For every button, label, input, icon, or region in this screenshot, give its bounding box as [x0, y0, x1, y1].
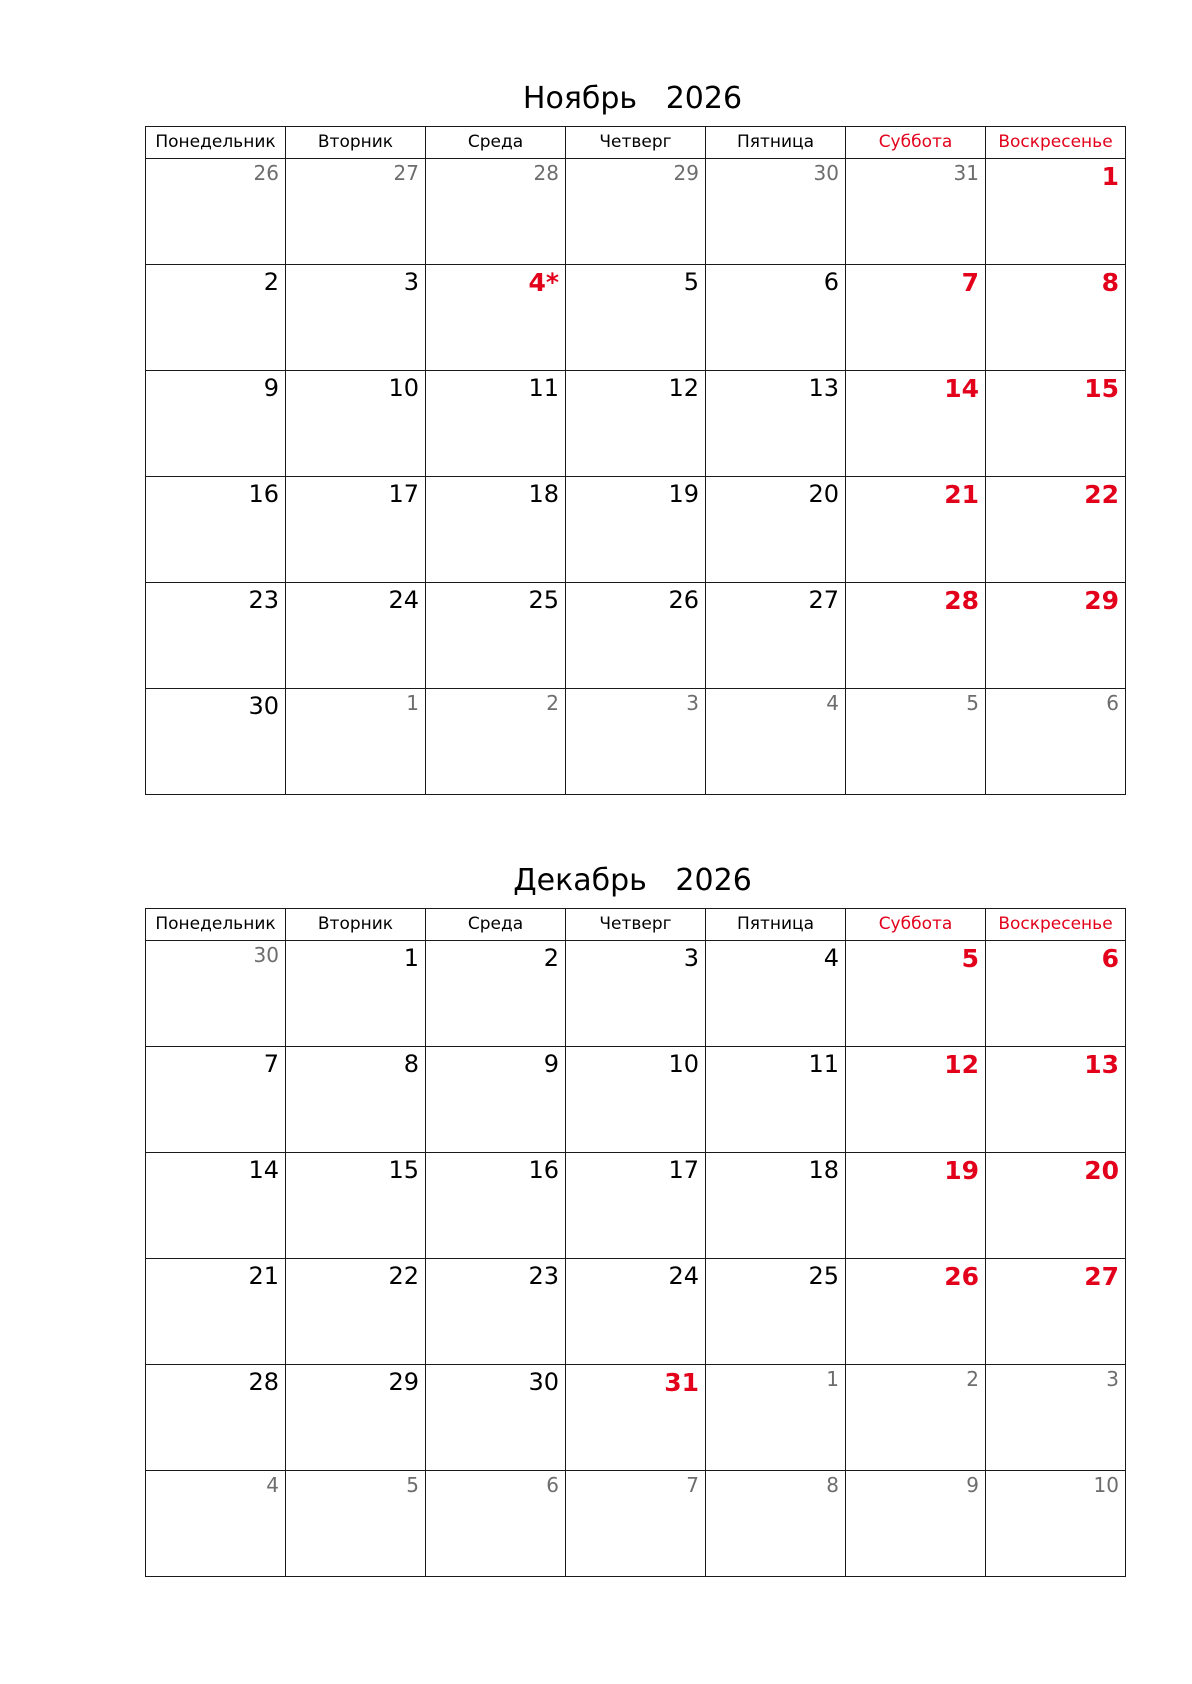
week-row — [146, 265, 1126, 371]
adjacent-month-day-number: 2 — [546, 691, 559, 715]
holiday-day-number: 14 — [944, 374, 979, 403]
day-number: 19 — [668, 480, 699, 508]
day-cell — [986, 941, 1126, 1047]
day-number: 22 — [388, 1262, 419, 1290]
day-cell — [846, 265, 986, 371]
day-cell — [286, 689, 426, 795]
day-number: 20 — [808, 480, 839, 508]
adjacent-month-day-number: 6 — [1106, 691, 1119, 715]
adjacent-month-day-number: 4 — [266, 1473, 279, 1497]
day-number: 17 — [388, 480, 419, 508]
weekday-header-row — [146, 127, 1126, 159]
day-cell — [146, 1259, 286, 1365]
day-number: 28 — [248, 1368, 279, 1396]
day-number: 9 — [543, 1050, 559, 1078]
day-cell — [566, 159, 706, 265]
day-cell — [566, 583, 706, 689]
day-cell — [286, 941, 426, 1047]
day-cell — [426, 1047, 566, 1153]
week-row — [146, 941, 1126, 1047]
holiday-day-number: 4* — [528, 268, 559, 297]
day-cell — [286, 1471, 426, 1577]
day-cell — [706, 371, 846, 477]
day-cell — [426, 583, 566, 689]
day-cell — [286, 1153, 426, 1259]
day-number: 30 — [248, 692, 279, 720]
holiday-day-number: 21 — [944, 480, 979, 509]
day-number: 5 — [683, 268, 699, 296]
day-cell — [566, 941, 706, 1047]
adjacent-month-day-number: 3 — [1106, 1367, 1119, 1391]
weekday-monday: Понедельник — [146, 127, 286, 159]
day-number: 3 — [403, 268, 419, 296]
holiday-day-number: 27 — [1084, 1262, 1119, 1291]
day-number: 4 — [823, 944, 839, 972]
day-cell — [426, 1365, 566, 1471]
day-cell — [706, 265, 846, 371]
day-number: 6 — [823, 268, 839, 296]
day-cell — [426, 1259, 566, 1365]
day-cell — [566, 1471, 706, 1577]
day-number: 2 — [543, 944, 559, 972]
weekday-tuesday: Вторник — [286, 909, 426, 941]
holiday-day-number: 15 — [1084, 374, 1119, 403]
day-number: 25 — [808, 1262, 839, 1290]
day-cell — [846, 1365, 986, 1471]
day-number: 30 — [528, 1368, 559, 1396]
holiday-day-number: 22 — [1084, 480, 1119, 509]
weekday-sunday: Воскресенье — [986, 127, 1126, 159]
day-number: 16 — [248, 480, 279, 508]
day-cell — [286, 265, 426, 371]
day-number: 16 — [528, 1156, 559, 1184]
holiday-day-number: 12 — [944, 1050, 979, 1079]
day-cell — [426, 265, 566, 371]
holiday-day-number: 20 — [1084, 1156, 1119, 1185]
weekday-friday: Пятница — [706, 909, 846, 941]
day-number: 11 — [528, 374, 559, 402]
day-number: 10 — [668, 1050, 699, 1078]
day-cell — [286, 159, 426, 265]
week-row — [146, 1259, 1126, 1365]
day-cell — [426, 941, 566, 1047]
day-cell — [286, 1259, 426, 1365]
weekday-saturday: Суббота — [846, 909, 986, 941]
day-cell — [566, 1047, 706, 1153]
holiday-day-number: 13 — [1084, 1050, 1119, 1079]
day-cell — [426, 1471, 566, 1577]
day-cell — [146, 1365, 286, 1471]
holiday-day-number: 26 — [944, 1262, 979, 1291]
day-cell — [566, 371, 706, 477]
week-row — [146, 1047, 1126, 1153]
day-cell — [846, 371, 986, 477]
week-row — [146, 159, 1126, 265]
day-cell — [986, 159, 1126, 265]
weekday-friday: Пятница — [706, 127, 846, 159]
week-row — [146, 583, 1126, 689]
day-cell — [146, 1153, 286, 1259]
day-cell — [846, 689, 986, 795]
calendar-weeks — [146, 159, 1126, 795]
day-cell — [986, 1047, 1126, 1153]
day-number: 1 — [403, 944, 419, 972]
day-cell — [986, 689, 1126, 795]
day-number: 21 — [248, 1262, 279, 1290]
adjacent-month-day-number: 30 — [813, 161, 839, 185]
weekday-header-row — [146, 909, 1126, 941]
day-cell — [146, 477, 286, 583]
day-number: 13 — [808, 374, 839, 402]
day-number: 14 — [248, 1156, 279, 1184]
day-number: 17 — [668, 1156, 699, 1184]
month-title: Ноябрь 2026 — [522, 81, 743, 116]
day-number: 26 — [668, 586, 699, 614]
day-number: 3 — [683, 944, 699, 972]
holiday-day-number: 8 — [1101, 268, 1119, 297]
adjacent-month-day-number: 28 — [533, 161, 559, 185]
holiday-day-number: 1 — [1101, 162, 1119, 191]
day-number: 18 — [808, 1156, 839, 1184]
adjacent-month-day-number: 30 — [253, 943, 279, 967]
day-number: 7 — [263, 1050, 279, 1078]
day-cell — [706, 941, 846, 1047]
day-number: 23 — [528, 1262, 559, 1290]
adjacent-month-day-number: 6 — [546, 1473, 559, 1497]
day-cell — [566, 265, 706, 371]
adjacent-month-day-number: 7 — [686, 1473, 699, 1497]
holiday-day-number: 28 — [944, 586, 979, 615]
day-cell — [986, 1365, 1126, 1471]
day-number: 27 — [808, 586, 839, 614]
week-row — [146, 689, 1126, 795]
week-row — [146, 477, 1126, 583]
adjacent-month-day-number: 5 — [966, 691, 979, 715]
day-cell — [986, 1471, 1126, 1577]
day-number: 24 — [668, 1262, 699, 1290]
day-number: 25 — [528, 586, 559, 614]
adjacent-month-day-number: 1 — [406, 691, 419, 715]
day-cell — [706, 1153, 846, 1259]
holiday-day-number: 19 — [944, 1156, 979, 1185]
day-cell — [566, 689, 706, 795]
calendar-weeks — [146, 941, 1126, 1577]
weekday-sunday: Воскресенье — [986, 909, 1126, 941]
adjacent-month-day-number: 2 — [966, 1367, 979, 1391]
day-cell — [706, 477, 846, 583]
day-cell — [846, 941, 986, 1047]
day-cell — [706, 1471, 846, 1577]
weekday-tuesday: Вторник — [286, 127, 426, 159]
day-cell — [566, 1365, 706, 1471]
adjacent-month-day-number: 3 — [686, 691, 699, 715]
day-cell — [146, 265, 286, 371]
adjacent-month-day-number: 26 — [253, 161, 279, 185]
holiday-day-number: 5 — [961, 944, 979, 973]
adjacent-month-day-number: 10 — [1093, 1473, 1119, 1497]
day-cell — [706, 689, 846, 795]
day-number: 24 — [388, 586, 419, 614]
day-cell — [846, 1047, 986, 1153]
calendar-grid — [145, 908, 1126, 1577]
adjacent-month-day-number: 29 — [673, 161, 699, 185]
day-cell — [426, 689, 566, 795]
day-cell — [426, 1153, 566, 1259]
day-cell — [146, 583, 286, 689]
day-cell — [286, 583, 426, 689]
day-cell — [846, 1471, 986, 1577]
day-cell — [146, 371, 286, 477]
day-cell — [986, 1259, 1126, 1365]
day-number: 15 — [388, 1156, 419, 1184]
day-number: 11 — [808, 1050, 839, 1078]
holiday-day-number: 29 — [1084, 586, 1119, 615]
day-cell — [286, 1365, 426, 1471]
day-cell — [986, 583, 1126, 689]
day-number: 9 — [263, 374, 279, 402]
day-number: 29 — [388, 1368, 419, 1396]
adjacent-month-day-number: 5 — [406, 1473, 419, 1497]
weekday-wednesday: Среда — [426, 127, 566, 159]
day-cell — [426, 159, 566, 265]
weekday-wednesday: Среда — [426, 909, 566, 941]
adjacent-month-day-number: 1 — [826, 1367, 839, 1391]
day-cell — [846, 159, 986, 265]
week-row — [146, 1153, 1126, 1259]
day-cell — [706, 1047, 846, 1153]
day-cell — [566, 477, 706, 583]
day-cell — [706, 1365, 846, 1471]
week-row — [146, 1365, 1126, 1471]
weekday-thursday: Четверг — [566, 127, 706, 159]
day-cell — [706, 159, 846, 265]
day-cell — [426, 477, 566, 583]
weekday-thursday: Четверг — [566, 909, 706, 941]
day-cell — [146, 689, 286, 795]
day-cell — [706, 583, 846, 689]
day-number: 23 — [248, 586, 279, 614]
weekday-saturday: Суббота — [846, 127, 986, 159]
day-cell — [986, 265, 1126, 371]
day-cell — [286, 477, 426, 583]
week-row — [146, 371, 1126, 477]
month-title: Декабрь 2026 — [513, 863, 752, 898]
day-cell — [566, 1259, 706, 1365]
adjacent-month-day-number: 27 — [393, 161, 419, 185]
holiday-day-number: 7 — [961, 268, 979, 297]
day-cell — [846, 1259, 986, 1365]
day-cell — [986, 371, 1126, 477]
day-cell — [146, 159, 286, 265]
day-cell — [706, 1259, 846, 1365]
day-number: 2 — [263, 268, 279, 296]
day-cell — [426, 371, 566, 477]
day-cell — [986, 477, 1126, 583]
day-number: 8 — [403, 1050, 419, 1078]
adjacent-month-day-number: 9 — [966, 1473, 979, 1497]
day-cell — [846, 583, 986, 689]
weekday-monday: Понедельник — [146, 909, 286, 941]
day-cell — [986, 1153, 1126, 1259]
day-cell — [566, 1153, 706, 1259]
adjacent-month-day-number: 8 — [826, 1473, 839, 1497]
adjacent-month-day-number: 31 — [953, 161, 979, 185]
day-cell — [286, 371, 426, 477]
adjacent-month-day-number: 4 — [826, 691, 839, 715]
day-cell — [286, 1047, 426, 1153]
calendar-grid — [145, 126, 1126, 795]
day-cell — [146, 1047, 286, 1153]
week-row — [146, 1471, 1126, 1577]
day-number: 18 — [528, 480, 559, 508]
day-number: 12 — [668, 374, 699, 402]
day-cell — [846, 477, 986, 583]
day-number: 10 — [388, 374, 419, 402]
day-cell — [146, 941, 286, 1047]
holiday-day-number: 31 — [664, 1368, 699, 1397]
day-cell — [846, 1153, 986, 1259]
holiday-day-number: 6 — [1101, 944, 1119, 973]
day-cell — [146, 1471, 286, 1577]
